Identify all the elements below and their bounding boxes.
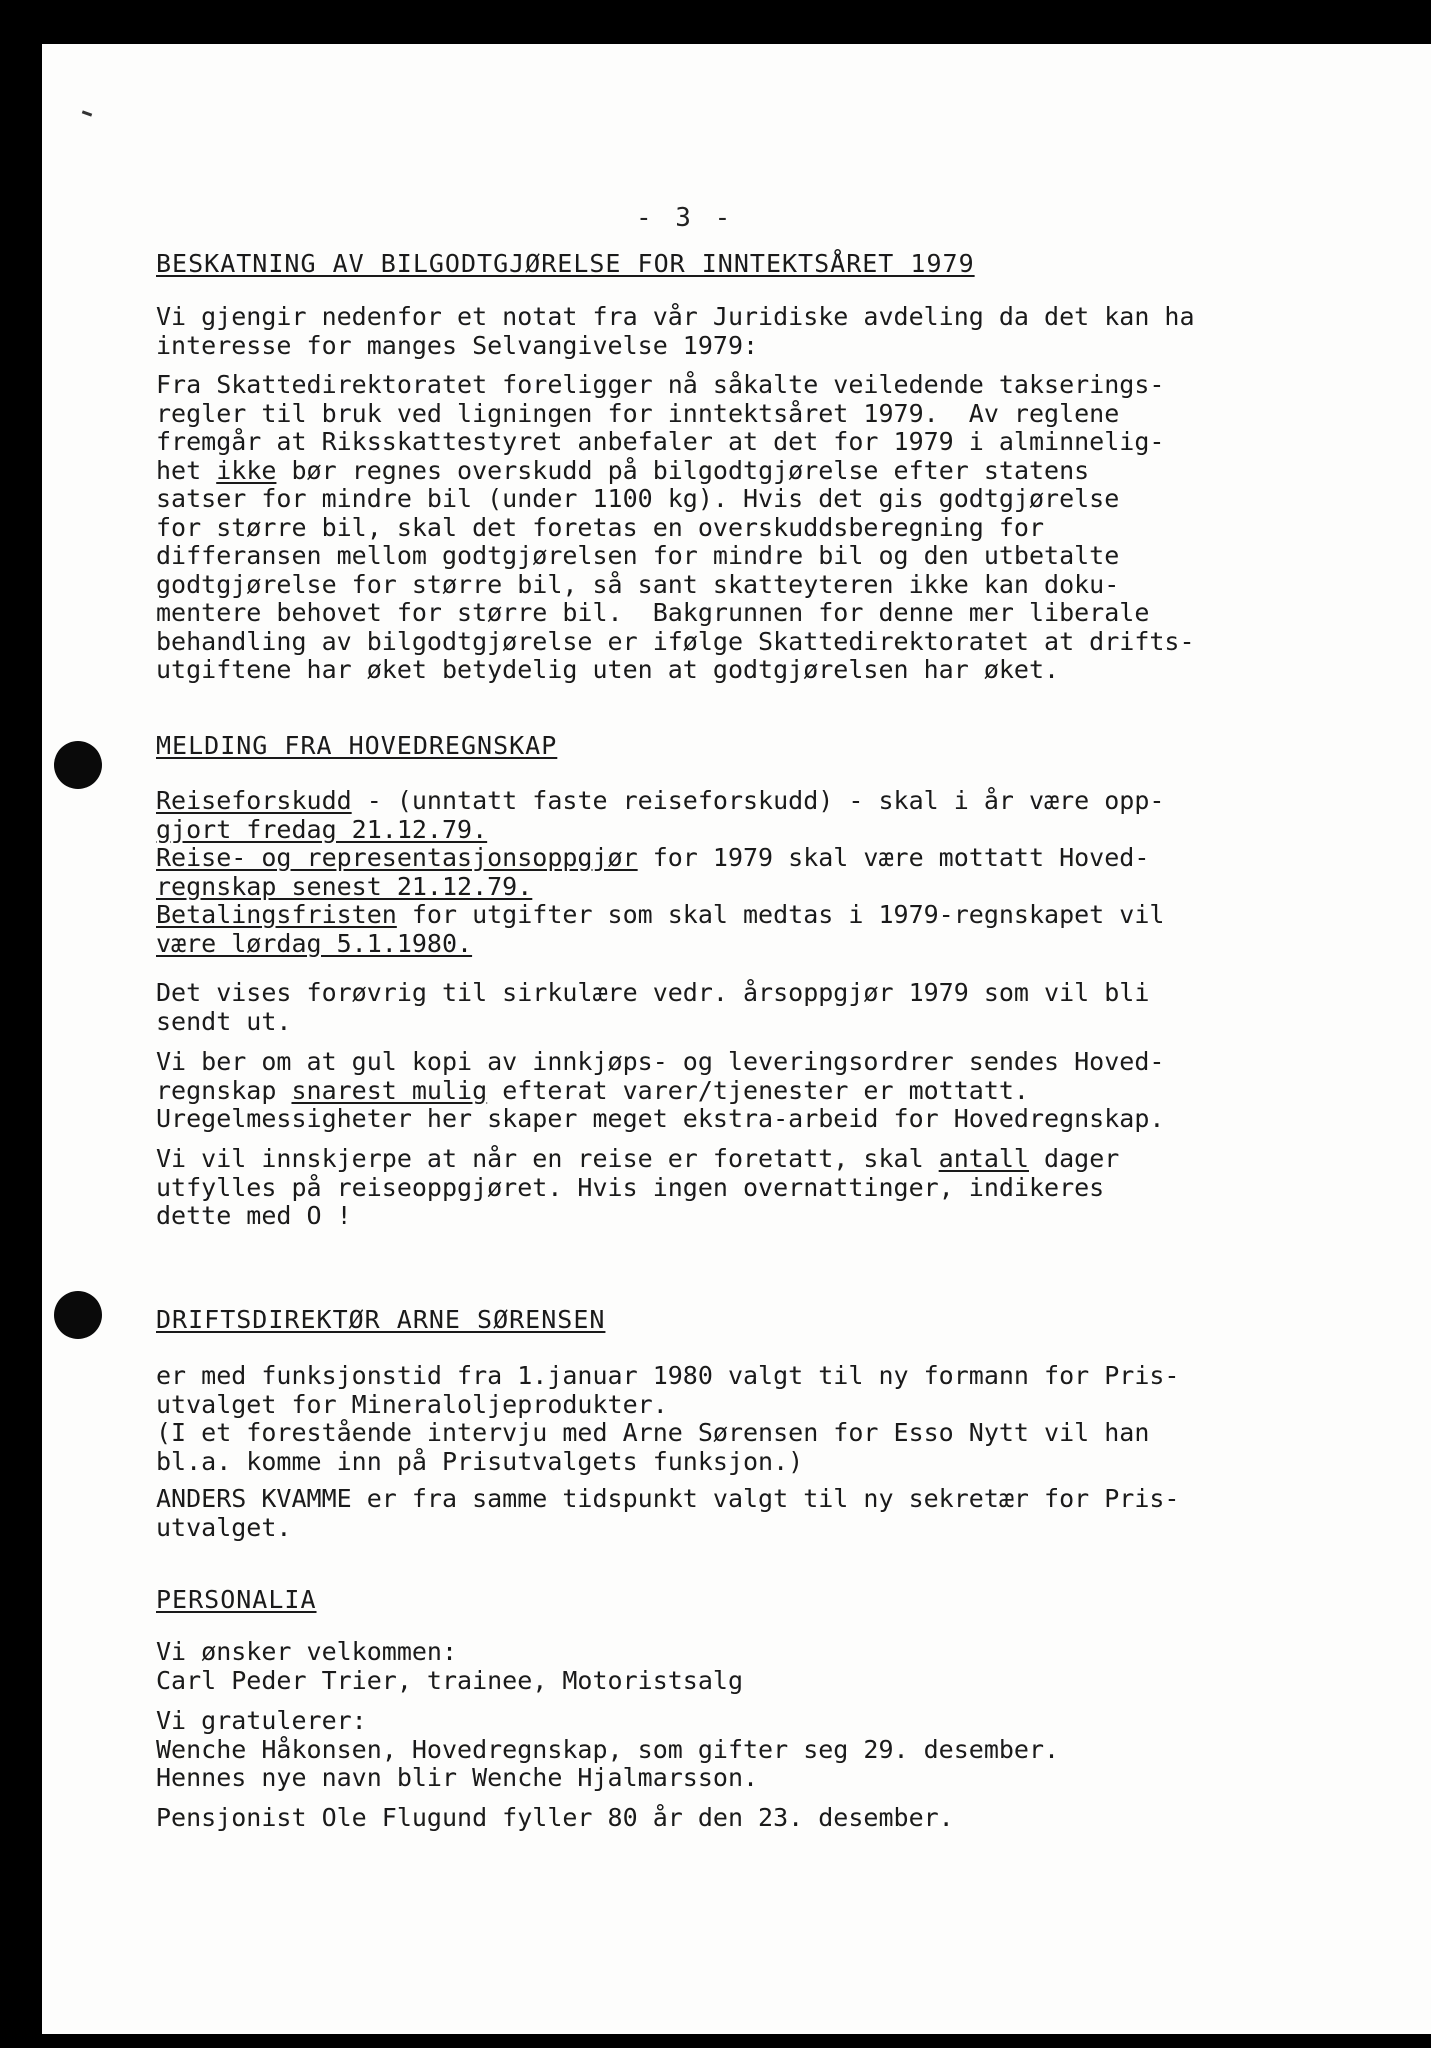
paragraph-notat: [156, 371, 1396, 685]
text-line: Vi gjengir nedenfor et notat fra vår Juridiske avdeling da det kan ha: [156, 302, 1195, 331]
text-line: differansen mellom godtgjørelsen for mindre bil og den utbetalte: [156, 541, 1120, 570]
text-line: er med funksjonstid fra 1.januar 1980 valgt til ny formann for Pris-: [156, 1361, 1180, 1390]
text-line: fremgår at Riksskattestyret anbefaler at det for 1979 i alminnelig-: [156, 427, 1165, 456]
text-span: for utgifter som skal medtas i 1979-regnskapet vil: [396, 900, 1165, 929]
paragraph-sekretaer: [156, 1485, 1396, 1542]
text-span: for 1979 skal være mottatt Hoved-: [637, 843, 1150, 872]
underlined-text: Reiseforskudd: [156, 786, 352, 815]
heading-driftsdirektor: DRIFTSDIREKTØR ARNE SØRENSEN: [156, 1305, 606, 1334]
page-number: - 3 -: [636, 203, 735, 233]
text-line: satser for mindre bil (under 1100 kg). Hvis det gis godtgjørelse: [156, 484, 1120, 513]
text-line: Pensjonist Ole Flugund fyller 80 år den 23. desember.: [156, 1803, 954, 1832]
text-line: [156, 1145, 1396, 1174]
paragraph-kopi: [156, 1048, 1396, 1134]
paragraph-pensjonist: [156, 1804, 1396, 1833]
binder-hole: [54, 741, 102, 789]
text-line: utgiftene har øket betydelig uten at godtgjørelsen har øket.: [156, 655, 1060, 684]
underlined-text: snarest mulig: [291, 1075, 488, 1105]
text-line: Uregelmessigheter her skaper meget ekstra-arbeid for Hovedregnskap.: [156, 1104, 1165, 1133]
underlined-text: Reise- og representasjonsoppgjør: [156, 843, 638, 872]
text-line: [156, 1077, 1396, 1106]
text-span: dager: [1028, 1144, 1120, 1173]
underlined-text: Betalingsfristen: [156, 900, 397, 929]
text-line: godtgjørelse for større bil, så sant skatteyteren ikke kan doku-: [156, 569, 1120, 599]
paragraph-frister: [156, 787, 1396, 958]
text-line: dette med O !: [156, 1201, 352, 1230]
text-line: interesse for manges Selvangivelse 1979:: [156, 330, 759, 360]
underlined-text: ikke: [216, 455, 277, 485]
paragraph-gratulerer: [156, 1707, 1396, 1793]
underlined-text: antall: [938, 1144, 1029, 1173]
text-span: Vi vil innskjerpe at når en reise er foretatt, skal: [156, 1144, 939, 1173]
text-line: utvalget for Mineraloljeprodukter.: [156, 1389, 668, 1419]
paragraph-formann: [156, 1362, 1396, 1476]
text-line: Wenche Håkonsen, Hovedregnskap, som gifter seg 29. desember.: [156, 1734, 1060, 1764]
text-line: regler til bruk ved ligningen for inntektsåret 1979. Av reglene: [156, 398, 1120, 428]
text-line: (I et forestående intervju med Arne Sørensen for Esso Nytt vil han: [156, 1418, 1150, 1447]
text-line: Carl Peder Trier, trainee, Motoristsalg: [156, 1665, 743, 1695]
text-line: ANDERS KVAMME er fra samme tidspunkt valgt til ny sekretær for Pris-: [156, 1484, 1180, 1513]
binder-hole: [54, 1291, 102, 1339]
text-line: [156, 457, 1396, 486]
text-line: Vi ønsker velkommen:: [156, 1637, 458, 1666]
text-line: [156, 816, 1396, 845]
text-line: mentere behovet for større bil. Bakgrunnen for denne mer liberale: [156, 598, 1150, 627]
heading-personalia: PERSONALIA: [156, 1585, 317, 1614]
text-span: bør regnes overskudd på bilgodtgjørelse efter statens: [276, 455, 1090, 485]
text-span: regnskap: [156, 1075, 292, 1105]
text-line: [156, 873, 1396, 902]
paragraph-sirkulaere: [156, 979, 1396, 1036]
document-page: [42, 44, 1431, 2034]
text-line: Fra Skattedirektoratet foreligger nå såkalte veiledende takserings-: [156, 370, 1165, 399]
underlined-text: være lørdag 5.1.1980.: [156, 928, 473, 958]
text-line: sendt ut.: [156, 1006, 292, 1036]
text-line: bl.a. komme inn på Prisutvalgets funksjon.): [156, 1446, 804, 1476]
heading-bilgodtgjorelse: BESKATNING AV BILGODTGJØRELSE FOR INNTEKTSÅRET 1979: [156, 249, 975, 278]
underlined-text: regnskap senest 21.12.79.: [156, 871, 533, 901]
text-line: Det vises forøvrig til sirkulære vedr. årsoppgjør 1979 som vil bli: [156, 978, 1150, 1007]
paragraph-reise: [156, 1145, 1396, 1231]
text-line: [156, 930, 1396, 959]
text-line: [156, 901, 1396, 930]
heading-hovedregnskap: MELDING FRA HOVEDREGNSKAP: [156, 731, 558, 760]
text-span: - (unntatt faste reiseforskudd) - skal i år være opp-: [351, 786, 1165, 815]
text-line: [156, 844, 1396, 873]
underlined-text: gjort fredag 21.12.79.: [156, 814, 488, 844]
scan-mark: [82, 110, 92, 116]
text-line: Vi ber om at gul kopi av innkjøps- og leveringsordrer sendes Hoved-: [156, 1047, 1165, 1076]
text-line: for større bil, skal det foretas en overskuddsberegning for: [156, 512, 1045, 542]
text-line: Vi gratulerer:: [156, 1706, 367, 1735]
paragraph-velkommen: [156, 1638, 1396, 1695]
text-line: behandling av bilgodtgjørelse er ifølge Skattedirektoratet at drifts-: [156, 626, 1195, 656]
text-span: efterat varer/tjenester er mottatt.: [487, 1075, 1029, 1105]
paragraph-intro: [156, 303, 1396, 360]
text-line: utfylles på reiseoppgjøret. Hvis ingen overnattinger, indikeres: [156, 1172, 1105, 1202]
text-span: het: [156, 455, 217, 485]
text-line: [156, 787, 1396, 816]
text-line: Hennes nye navn blir Wenche Hjalmarsson.: [156, 1763, 759, 1792]
text-line: utvalget.: [156, 1512, 292, 1542]
